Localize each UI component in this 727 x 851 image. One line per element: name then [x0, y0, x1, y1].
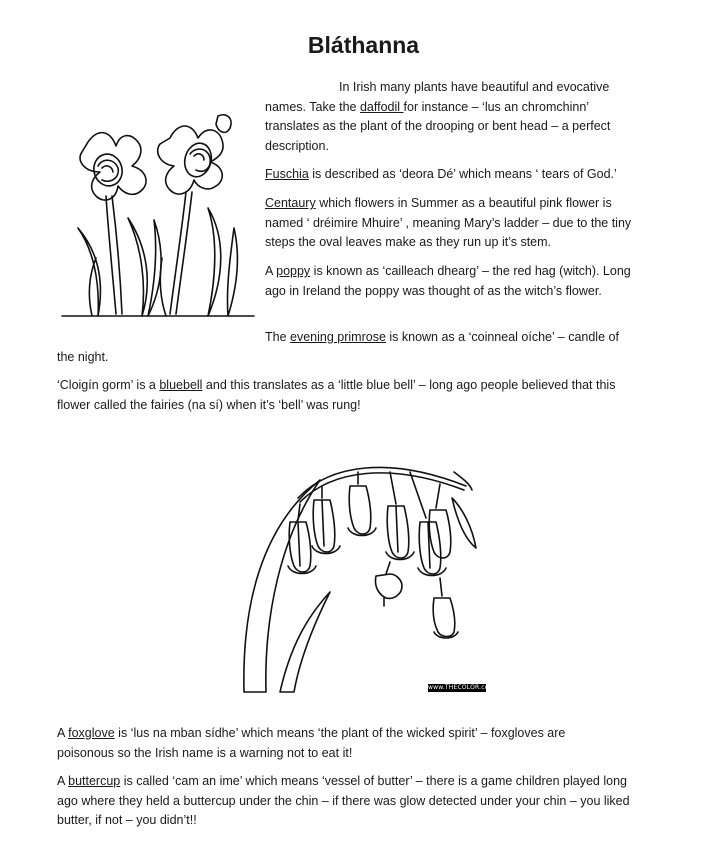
- bluebell-text-1: ‘Cloigín gorm’ is a: [57, 378, 160, 392]
- buttercup-paragraph: [57, 772, 647, 831]
- buttercup-text-2: is called ‘cam an ime’ which means ‘vessel of butter’ – there is a game children played long ago where they held a buttercup under the chin – if there was glow detected under your chin – you liked butter, if not – you didn’t!!: [57, 774, 630, 827]
- foxglove-text-1: A: [57, 726, 69, 740]
- page-title: Bláthanna: [307, 32, 420, 58]
- primrose-text-1: The: [265, 330, 291, 344]
- thecolor-logo: www.THECOLOR.com: [428, 684, 495, 691]
- buttercup-term: buttercup: [68, 774, 121, 788]
- fuschia-text: is described as ‘deora Dé’ which means ‘ tears of God.’: [308, 167, 617, 181]
- primrose-term: evening primrose: [290, 330, 386, 344]
- poppy-text-2: is known as ‘cailleach dhearg’ – the red hag (witch). Long ago in Ireland the poppy was thought of as the witch’s flower.: [265, 264, 631, 298]
- primrose-continuation: the night.: [57, 350, 109, 364]
- daffodil-term: daffodil: [359, 99, 404, 114]
- poppy-paragraph: [265, 262, 645, 301]
- daffodil-illustration: [58, 108, 258, 320]
- foxglove-text-2: is ‘lus na mban sídhe’ which means ‘the plant of the wicked spirit’ – foxgloves are poisonous so the Irish name is a warning not to eat it!: [57, 726, 566, 760]
- intro-text-2: for instance – ‘lus an chromchinn’ translates as the plant of the drooping or bent head – a perfect description.: [265, 99, 611, 153]
- poppy-term: poppy: [276, 264, 311, 278]
- bluebell-term: bluebell: [159, 378, 203, 392]
- centaury-term: Centaury: [265, 196, 316, 210]
- fuschia-term: Fuschia: [265, 167, 309, 181]
- centaury-paragraph: [265, 194, 645, 253]
- poppy-text-1: A: [265, 264, 277, 278]
- centaury-text: which flowers in Summer as a beautiful pink flower is named ‘ dréimire Mhuire’ , meaning Mary’s ladder – due to the tiny steps the oval leaves make as they run up it’s stem.: [265, 196, 632, 249]
- foxglove-term: foxglove: [68, 726, 115, 740]
- primrose-text-2: is known as a ‘coinneal oíche’ – candle of: [385, 330, 619, 344]
- buttercup-text-1: A: [57, 774, 69, 788]
- foxglove-paragraph: [57, 724, 617, 763]
- fuschia-paragraph: [265, 165, 645, 185]
- bluebell-paragraph: [57, 376, 642, 415]
- primrose-paragraph: [265, 328, 665, 348]
- intro-text-1: In Irish many plants have beautiful and evocative names. Take the: [265, 80, 610, 114]
- bluebell-text-2: and this translates as a ‘little blue bell’ – long ago people believed that this flower called the fairies (na sí) when it’s ‘bell’ was rung!: [57, 378, 616, 412]
- intro-paragraph: [265, 78, 645, 156]
- bluebell-illustration: [240, 428, 480, 694]
